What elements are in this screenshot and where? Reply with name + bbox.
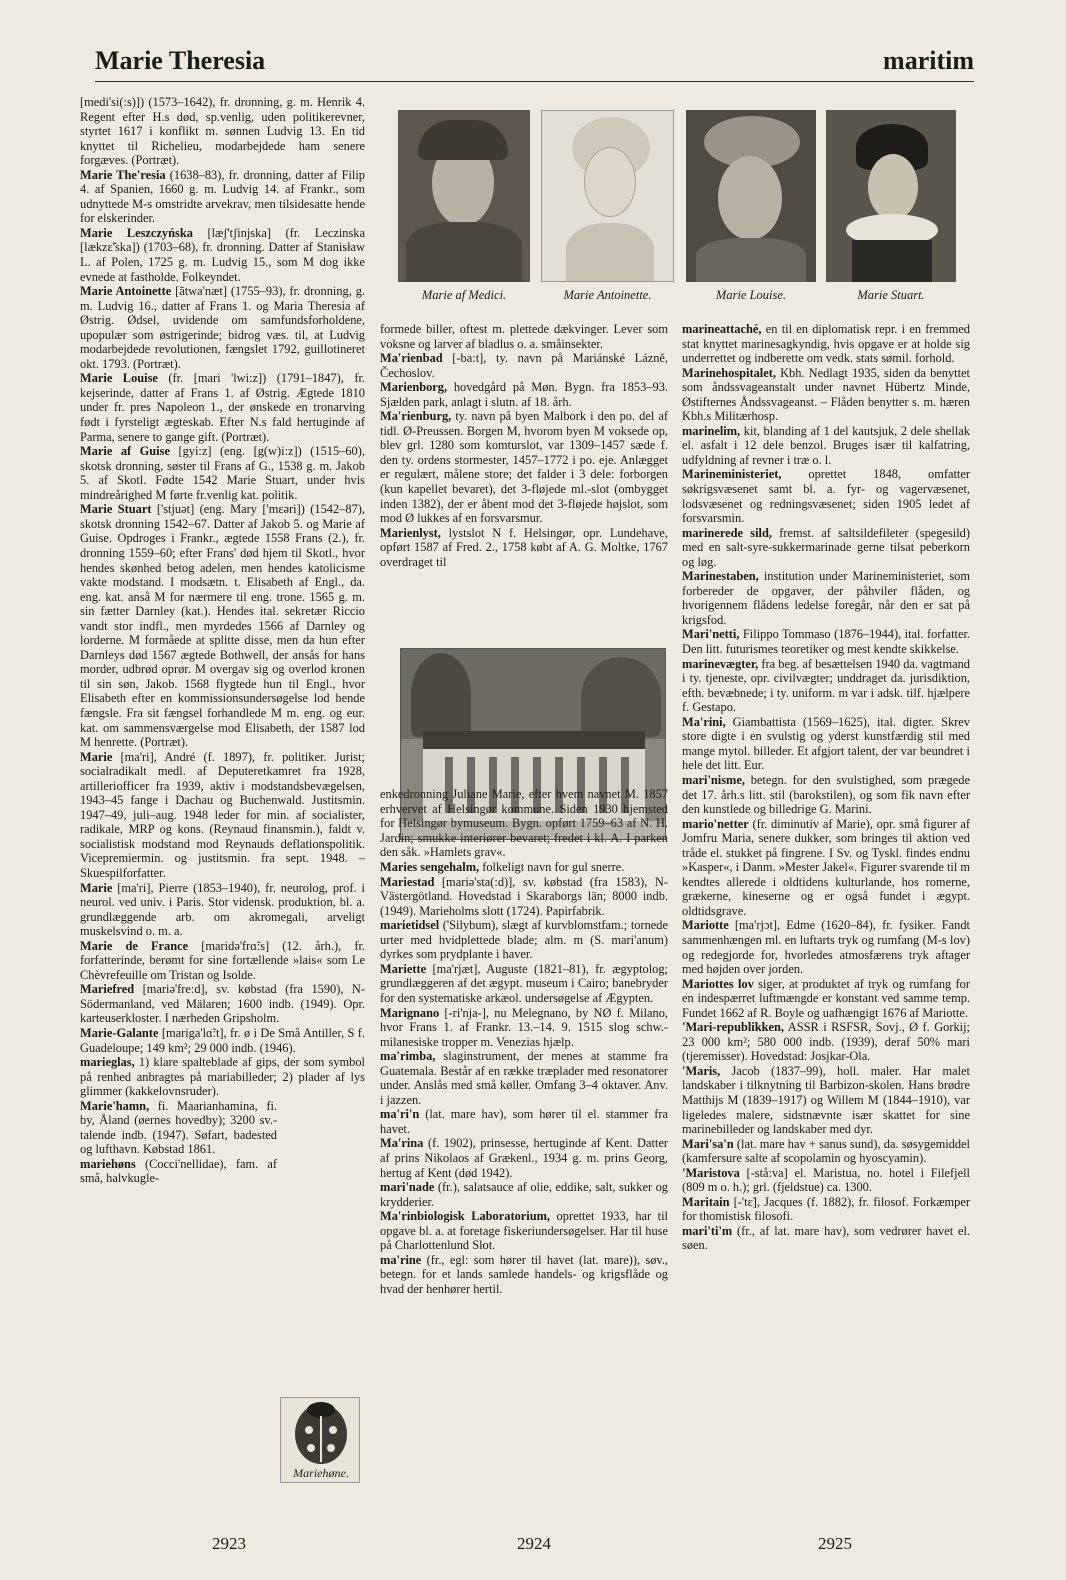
- entry-headword: Marie Antoinette: [80, 284, 172, 299]
- entry-text: fra beg. af besættelsen 1940 da. vagtmand i ty. tjeneste, opr. civilvægter; unddraget da. jurisdiktion, efth. bevæbnede; i ty. uniform. m var i adsk. tilf. hjælpere f. Gestapo.: [682, 656, 970, 715]
- dictionary-entry: [380, 322, 668, 351]
- dictionary-entry: [80, 444, 365, 502]
- dictionary-entry: [80, 1157, 365, 1186]
- entry-headword: 'Maris,: [682, 1063, 721, 1078]
- column-2: [380, 322, 668, 1296]
- dictionary-entry: [682, 918, 970, 976]
- running-head-left: Marie Theresia: [95, 46, 266, 75]
- entry-headword: Marienlyst,: [380, 525, 441, 540]
- entry-headword: Marie Stuart: [80, 502, 152, 517]
- entry-headword: Marineministeriet,: [682, 467, 782, 482]
- dictionary-entry: [682, 1020, 970, 1064]
- dictionary-entry: [682, 322, 970, 366]
- entry-headword: Mariottes lov: [682, 976, 754, 991]
- entry-text: en til en diplomatisk repr. i en fremmed stat knyttet marinesagkyndig, hvis opgave er at holde sig underrettet og indberette om vedk. stats sømil. forhold.: [682, 322, 970, 366]
- page-number-right: 2925: [818, 1534, 852, 1553]
- entry-text: ty. navn på byen Malbork i den po. del af tidl. Ø-Preussen. Borgen M, hvorom byen M voksede op, blev grl. 1280 som komturslot, var 1309–1457 sæde f. den ty. ordens stormester, 1457–1772 i po. eje. Anlægget er regulært, målene store; det falder i 3 dele: forborgen (kun kapellet bevaret), det 3-fløjede ml.-slot (ombygget inden 1382), der er åbent mod det 3-fløjede højslot, som mod Ø lukkes af en forsvarsmur.: [380, 409, 668, 526]
- entry-text: [medi'si(:s)]) (1573–1642), fr. dronning, g. m. Henrik 4. Regent efter H.s død, sp.venlig, uden politikerevner, styrtet 1617 i konflikt m. sønnen Ludvig 13. En tid knyttet til Richelieu, modarbejdede ham senere forgæves. (Portræt).: [80, 95, 365, 168]
- portrait-marie-stuart: [826, 110, 956, 282]
- dictionary-entry: [380, 1136, 668, 1180]
- entry-text: [mariə'sta(:d)], sv. købstad (fra 1583), N-Västergötland. Hovedstad i Skaraborgs län; 8000 indb. (1949). Marieholms slott (1724). Papirfabrik.: [380, 874, 668, 918]
- entry-text: (fr.), salatsauce af olie, eddike, salt, sukker og krydderier.: [380, 1180, 668, 1209]
- entry-text: ['stjuət] (eng. Mary ['mɛəri]) (1542–87), skotsk dronning 1542–67. Datter af Jakob 5. og Marie af Guise. Opdroges i Frankr., ægtede 1558 Frans (2.), fr. dronning 1559–60; efter Frans' død hjem til Skotl., hvor hendes skønhed betog adelen, men hendes katolicisme vakte modstand. I modsætn. t. Elisabeth af Engl., da. eng. kat. anså M for nærmere til eng. trone. 1565 g. m. sin fætter Darnley (kat.). Hendes ital. sekretær Riccio vandt stor indfl., men myrdedes 1566 af Darnley og lorderne. M formåede at splitte disse, men da hun efter Darnleys død 1567 ægtede Bothwell, der ansås for hans morder, udbrød oprør. M overgav sig og overlod kronen til sin søn, Jakob. 1568 flygtede hun til Engl., hvor Elisabeth efter en kommissionsundersøgelse lod hende fængsle. Fra sit fængsel forhandlede M m. eng. og eur. kat. om sammensværgelse mod Elisabeth, der 1587 lod M henrette. (Portræt).: [80, 502, 365, 750]
- dictionary-entry: [380, 918, 668, 962]
- dictionary-entry: [80, 982, 365, 1026]
- dictionary-entry: [80, 95, 365, 168]
- dictionary-entry: [80, 168, 365, 226]
- dictionary-entry: [682, 424, 970, 468]
- entry-text: [ma'ri], Pierre (1853–1940), fr. neurolog, prof. i neurol. ved univ. i Paris. Stor vidensk. produktion, bl. a. grundlæggende arb. om akromegali, arveligt muskelsvind o. m. a.: [80, 880, 365, 939]
- page-number-middle: 2924: [517, 1534, 551, 1553]
- entry-headword: Mariotte: [682, 918, 729, 933]
- entry-headword: marieglas,: [80, 1055, 135, 1070]
- entry-text: hovedgård på Møn. Bygn. fra 1853–93. Sjælden park, anlagt i slutn. af 18. årh.: [380, 380, 668, 409]
- entry-text: folkeligt navn for gul snerre.: [479, 860, 625, 875]
- entry-text: kit, blanding af 1 del kautsjuk, 2 dele shellak el. asfalt i 12 dele benzol. Bruges især til kalfatring, udfyldning af revner i træ o. l.: [682, 423, 970, 467]
- dictionary-entry: [380, 526, 668, 570]
- entry-text: [læʃ'tʃinjska] (fr. Leczinska [lækzɛ̃'ska]) (1703–68), fr. dronning. Datter af Stanisław L. af Polen, 1725 g. m. Ludvig 15., som M dog ikke evnede at fastholde. Folkeyndet.: [80, 225, 365, 284]
- entry-headword: Marie'hamn,: [80, 1098, 150, 1113]
- entry-text: [ma'rjæt], Auguste (1821–81), fr. ægyptolog; grundlæggeren af det ægypt. museum i Cairo; banebryder for den systematiske arkæol. undersøgelse af Ægypten.: [380, 961, 668, 1005]
- entry-headword: Ma'rinbiologisk Laboratorium,: [380, 1209, 551, 1224]
- dictionary-entry: [80, 371, 365, 444]
- entry-headword: ma'ri'n: [380, 1107, 420, 1122]
- entry-headword: Marie Leszczyńska: [80, 225, 193, 240]
- dictionary-entry: [80, 1099, 365, 1157]
- dictionary-entry: [80, 939, 365, 983]
- entry-headword: Maritain: [682, 1194, 730, 1209]
- dictionary-entry: [80, 1026, 365, 1055]
- entry-text: (lat. mare hav + sanus sund), da. søsygemiddel (kamfersure salte af scopolamin og hyoscyamin).: [682, 1136, 970, 1166]
- entry-text: [-ri'nja-], nu Melegnano, by NØ f. Milano, hvor Frans 1. af Frankr. 13.–14. 9. 1515 slog schw.-milanesiske tropper m. Venezias hjælp.: [380, 1005, 668, 1049]
- entry-headword: marineattaché,: [682, 322, 762, 336]
- entry-text: [-stå:va] el. Maristua, no. hotel i Filefjell (809 m o. h.); grl. (fjeldstue) ca. 1300.: [682, 1165, 970, 1195]
- entry-text: enkedronning Juliane Marie, efter hvem navnet M. 1857 erhvervet af Helsingør kommune. Siden 1930 hjemsted for Helsingør bymuseum. Bygn. opført 1759–63 af N. H. Jardin; smukke interiører bevaret; fredet i kl. A. I parken den såk. »Hamlets grav«.: [380, 787, 668, 860]
- entry-text: formede biller, oftest m. plettede dækvinger. Lever som voksne og larver af bladlus o. a. småinsekter.: [380, 322, 668, 351]
- dictionary-entry: [380, 351, 668, 380]
- entry-text: oprettet 1933, har til opgave bl. a. at foretage fiskeriundersøgelser. Har til huse på Charlottenlund Slot.: [380, 1209, 668, 1253]
- entry-text: (fr. [mari 'lwi:z]) (1791–1847), fr. kejserinde, datter af Frans 1. af Østrig. Ægtede 1810 under fr. pres Napoleon 1., der ønskede en tronarving født i fyrsteligt ægteskab. Efter N.s fald hertuginde af Parma, senere to gange gift. (Portræt).: [80, 371, 365, 444]
- entry-text: institution under Marineministeriet, som forbereder de opgaver, der påhviler flåden, og hvorigennem flådens ledelse foregår, når den er sat på krigsfod.: [682, 569, 970, 627]
- entry-text: (fr., af lat. mare hav), som vedrører havet el. søen.: [682, 1223, 970, 1253]
- entry-text: lystslot N f. Helsingør, opr. Lundehave, opført 1587 af Fred. 2., 1758 købt af A. G. Moltke, 1767 overdraget til: [380, 525, 668, 569]
- entry-headword: Marignano: [380, 1005, 440, 1020]
- dictionary-entry: [80, 226, 365, 284]
- entry-headword: Marie-Galante: [80, 1026, 159, 1040]
- portrait-marie-medici: [398, 110, 530, 282]
- dictionary-entry: [380, 962, 668, 1006]
- dictionary-entry: [682, 1195, 970, 1224]
- entry-headword: mariehøns: [80, 1156, 136, 1171]
- entry-headword: marinevægter,: [682, 656, 759, 671]
- dictionary-entry: [80, 750, 365, 881]
- entry-headword: Mariefred: [80, 982, 135, 997]
- entry-headword: 'Mari-republikken,: [682, 1020, 785, 1035]
- dictionary-entry: [380, 1006, 668, 1050]
- caption-marie-stuart: Marie Stuart.: [857, 288, 925, 302]
- entry-text: (f. 1902), prinsesse, hertuginde af Kent. Datter af prins Nikolaos af Grækenl., 1934 g. m. prins Georg, hertug af Kent (død 1942).: [380, 1136, 668, 1180]
- entry-headword: mario'netter: [682, 816, 749, 831]
- dictionary-entry: [682, 657, 970, 715]
- entry-headword: Maries sengehalm,: [380, 860, 480, 875]
- column-3: [682, 322, 970, 1253]
- entry-text: ('Silybum), slægt af kurvblomstfam.; tornede urter med hvidplettede blade; alm. m (S. mari'anum) dyrkes som prydplante i haver.: [380, 918, 668, 962]
- portrait-marie-antoinette: [541, 110, 674, 282]
- entry-headword: mari'ti'm: [682, 1223, 733, 1238]
- entry-text: fremst. af saltsildefileter (spegesild) med en salt-syre-sukkermarinade gerne tilsat peberkorn og løg.: [682, 525, 970, 569]
- dictionary-entry: [682, 715, 970, 773]
- entry-headword: Marie: [80, 749, 113, 764]
- dictionary-entry: [380, 860, 668, 875]
- dictionary-entry: [682, 1064, 970, 1137]
- entry-headword: Marinestaben,: [682, 569, 759, 584]
- entry-text: ASSR i RSFSR, Sovj., Ø f. Gorkij; 23 000 km²; 580 000 indb. (1939), deraf 50% mari (tjeremisser). Hovedstad: Josjkar-Ola.: [682, 1020, 970, 1064]
- entry-headword: Ma'rini,: [682, 714, 726, 729]
- dictionary-entry: [380, 380, 668, 409]
- ladybird-illustration: [280, 1397, 360, 1483]
- entry-text: (Cocci'nellidae), fam. af små, halvkugle-: [80, 1156, 277, 1186]
- entry-text: [-'tɛ̃], Jacques (f. 1882), fr. filosof. Forkæmper for thomistisk filosofi.: [682, 1194, 970, 1224]
- entry-text: oprettet 1848, omfatter søkrigsvæsenet samt bl. a. fyr- og vagervæsenet, lodsvæsenet og redningsvæsenet; siden 1905 ledet af forsvarsmin.: [682, 467, 970, 526]
- entry-text: [gyi:z] (eng. [g(w)i:z]) (1515–60), skotsk dronning, søster til Frans af G., 1538 g. m. Jakob 5. af Skotl. Fødte 1542 Marie Stuart, under hvis mindreårighed M førte fr.venlig kat. politik.: [80, 444, 365, 502]
- dictionary-entry: [682, 366, 970, 424]
- dictionary-entry: [380, 1180, 668, 1209]
- entry-text: siger, at produktet af tryk og rumfang for en indespærret luftmængde er konstant ved samme temp. Fundet 1662 af R. Boyle og uafhængigt 1676 af Mariotte.: [682, 976, 970, 1020]
- entry-text: betegn. for den svulstighed, som prægede det 17. årh.s litt. stil (barokstilen), og som fik navn efter den kunstlede og billedrige G. Marini.: [682, 772, 970, 817]
- dictionary-entry: [380, 1107, 668, 1136]
- dictionary-entry: [80, 881, 365, 939]
- dictionary-entry: [80, 1055, 365, 1099]
- dictionary-entry: [682, 467, 970, 525]
- entry-headword: ma'rimba,: [380, 1049, 436, 1064]
- entry-headword: Marie af Guise: [80, 444, 170, 459]
- entry-headword: Mari'sa'n: [682, 1136, 734, 1151]
- entry-headword: Ma'rienbad: [380, 351, 443, 366]
- entry-text: [ma'rjɔt], Edme (1620–84), fr. fysiker. Fandt sammenhængen ml. en luftarts tryk og rumfang (M-s lov) og redegjorde for, hvorledes atmosfærens tryk aftager med højden over jorden.: [682, 918, 970, 977]
- entry-text: (fr. diminutiv af Marie), opr. små figurer af Jomfru Maria, senere dukker, som bringes til aktion ved tråde el. stukket på fingrene. I Sv. og Tyskl. findes endnu »Kasper«, i Danm. »Mester Jakel«. Figurer svarende til m kendtes allerede i oldtidens kulturlande, hos romerne, grækerne, kineserne og er også fundet i ægypt. oldtidsgrave.: [682, 816, 971, 918]
- entry-headword: ma'rine: [380, 1252, 422, 1267]
- entry-text: [ma'ri], André (f. 1897), fr. politiker. Jurist; socialradikalt medl. af Deputeretkamret fra 1928, artilleriofficer fra 1939, aktiv i modstandsbevægelsen, 1943–45 fange i Dachau og Buchenwald. Justitsmin. 1947–49, juli–aug. 1948 leder for min. af socialister, radikale, MRP og kons. (Reynaud finansmin.), faldt v. socialistisk modstand mod Reynauds deflationspolitik. Vicepremiermin. og justitsmin. fra sept. 1948. – Skuespilforfatter.: [80, 749, 365, 880]
- dictionary-entry: [80, 284, 365, 371]
- running-head-right: maritim: [883, 46, 974, 75]
- entry-headword: marinelim,: [682, 423, 741, 438]
- dictionary-entry: [80, 502, 365, 749]
- entry-headword: Ma'rienburg,: [380, 409, 452, 424]
- entry-headword: Marie: [80, 880, 113, 895]
- dictionary-entry: [682, 569, 970, 627]
- dictionary-entry: [682, 627, 970, 656]
- entry-headword: mari'nisme,: [682, 772, 745, 787]
- entry-headword: mari'nade: [380, 1180, 435, 1195]
- entry-headword: Mariestad: [380, 874, 435, 889]
- dictionary-entry: [682, 817, 970, 919]
- column-1: [80, 95, 365, 1186]
- dictionary-entry: [682, 977, 970, 1021]
- entry-text: 1) klare spalteblade af gips, der som symbol på renhed anbragtes på mariabilleder; 2) plader af lys glimmer (kakkelovnsruder).: [80, 1055, 365, 1099]
- entry-text: fi. Maarianhamina, fi. by, Åland (øernes hovedby); 3200 sv.-talende indb. (1947). Søfart, badested og lufthavn. Købstad 1861.: [80, 1098, 277, 1157]
- entry-text: Jacob (1837–99), holl. maler. Har malet landskaber i tilknytning til Barbizon-skolen. Hans brødre Matthijs M (1839–1917) og Willem M (1844–1910), var ligeledes malere, sidstnævnte især skattet for sine marinebilleder og landskaber med dyr.: [682, 1063, 970, 1137]
- entry-text: [mariə'fre:d], sv. købstad (fra 1590), N-Södermanland, ved Mälaren; 1600 indb. (1949). Opr. karteuserkloster. I nærheden Gripsholm.: [80, 982, 365, 1026]
- portrait-marie-louise: [686, 110, 816, 282]
- dictionary-entry: [380, 1253, 668, 1297]
- entry-headword: Mari'netti,: [682, 627, 740, 642]
- entry-text: (fr., egl: som hører til havet (lat. mare)), søv., betegn. for et lands samlede handels- og krigsflåde og hvad der henhører hertil.: [380, 1252, 668, 1296]
- entry-headword: Marie The'resia: [80, 167, 166, 182]
- dictionary-entry: [380, 875, 668, 919]
- dictionary-entry: [682, 1166, 970, 1195]
- dictionary-entry: [380, 409, 668, 525]
- caption-marie-louise: Marie Louise.: [715, 288, 787, 302]
- page-number-left: 2923: [212, 1534, 246, 1553]
- dictionary-entry: [682, 773, 970, 817]
- entry-text: (lat. mare hav), som hører til el. stammer fra havet.: [380, 1107, 668, 1136]
- entry-text: Filippo Tommaso (1876–1944), ital. forfatter. Den litt. futurismes teoretiker og mest kendte skikkelse.: [682, 627, 970, 657]
- entry-headword: Marinehospitalet,: [682, 365, 776, 380]
- entry-text: slaginstrument, der menes at stamme fra Guatemala. Består af en række træplader med resonatorer under. Anslås med små køller. Omfang 3–4 oktaver. Anv. i jazzen.: [380, 1049, 668, 1107]
- entry-text: Kbh. Nedlagt 1935, siden da benyttet som åndssvageanstalt under navnet Hübertz Minde, Østifternes Åndssvageanst. – Flåden benytter s. m. hæren Kbh.s Militærhosp.: [682, 365, 970, 424]
- entry-headword: 'Maristova: [682, 1165, 740, 1180]
- entry-text: Giambattista (1569–1625), ital. digter. Skrev store digte i en svulstig og yderst kunstfærdig stil med mange mytol. billeder. Et afgjort talent, der var beundret i hele det litt. Eur.: [682, 714, 970, 773]
- entry-text: [-ba:t], ty. navn på Mariánské Lázně, Čechoslov.: [380, 351, 668, 380]
- entry-text: [mariga'lɑ̃:t], fr. ø i De Små Antiller, S f. Guadeloupe; 149 km²; 29 000 indb. (1946).: [80, 1026, 365, 1055]
- entry-headword: Ma'rina: [380, 1136, 424, 1151]
- dictionary-entry: [682, 1224, 970, 1253]
- caption-marie-antoinette: Marie Antoinette.: [563, 288, 652, 302]
- dictionary-entry: [682, 1137, 970, 1166]
- entry-headword: Marienborg,: [380, 380, 448, 395]
- dictionary-entry: [380, 787, 668, 860]
- dictionary-entry: [380, 1049, 668, 1107]
- entry-text: (1638–83), fr. dronning, datter af Filip 4. af Spanien, 1660 g. m. Ludvig 14. af Frankr., som udnyttede M-s omstridte arvekrav, men tilsidesatte hende for elskerinder.: [80, 167, 365, 226]
- entry-headword: Marie Louise: [80, 371, 158, 386]
- entry-headword: Marie de France: [80, 938, 189, 953]
- entry-headword: marietidsel: [380, 918, 440, 933]
- dictionary-entry: [682, 526, 970, 570]
- entry-text: [ãtwa'næt] (1755–93), fr. dronning, g. m. Ludvig 16., datter af Frans 1. og Maria Theresia af Østrig. Ødsel, uvidende om samfundsforholdene, upopulær som østrigerinde; bidrog væs. til, at Ludvig modarbejdede revolutionen, fængslet 1792, guillotineret okt. 1793. (Portræt).: [80, 284, 365, 371]
- dictionary-entry: [380, 1209, 668, 1253]
- entry-text: [maridə'frɑ̃:s] (12. årh.), fr. forfatterinde, berømt for sine fortællende »lais« som Le Chèvrefeuille om Tristan og Isolde.: [80, 938, 365, 982]
- entry-headword: Mariette: [380, 961, 427, 976]
- caption-marie-medici: Marie af Medici.: [421, 288, 507, 302]
- header-rule: [95, 81, 974, 82]
- caption-mariehone: Mariehøne.: [293, 1466, 349, 1480]
- entry-headword: marinerede sild,: [682, 525, 772, 540]
